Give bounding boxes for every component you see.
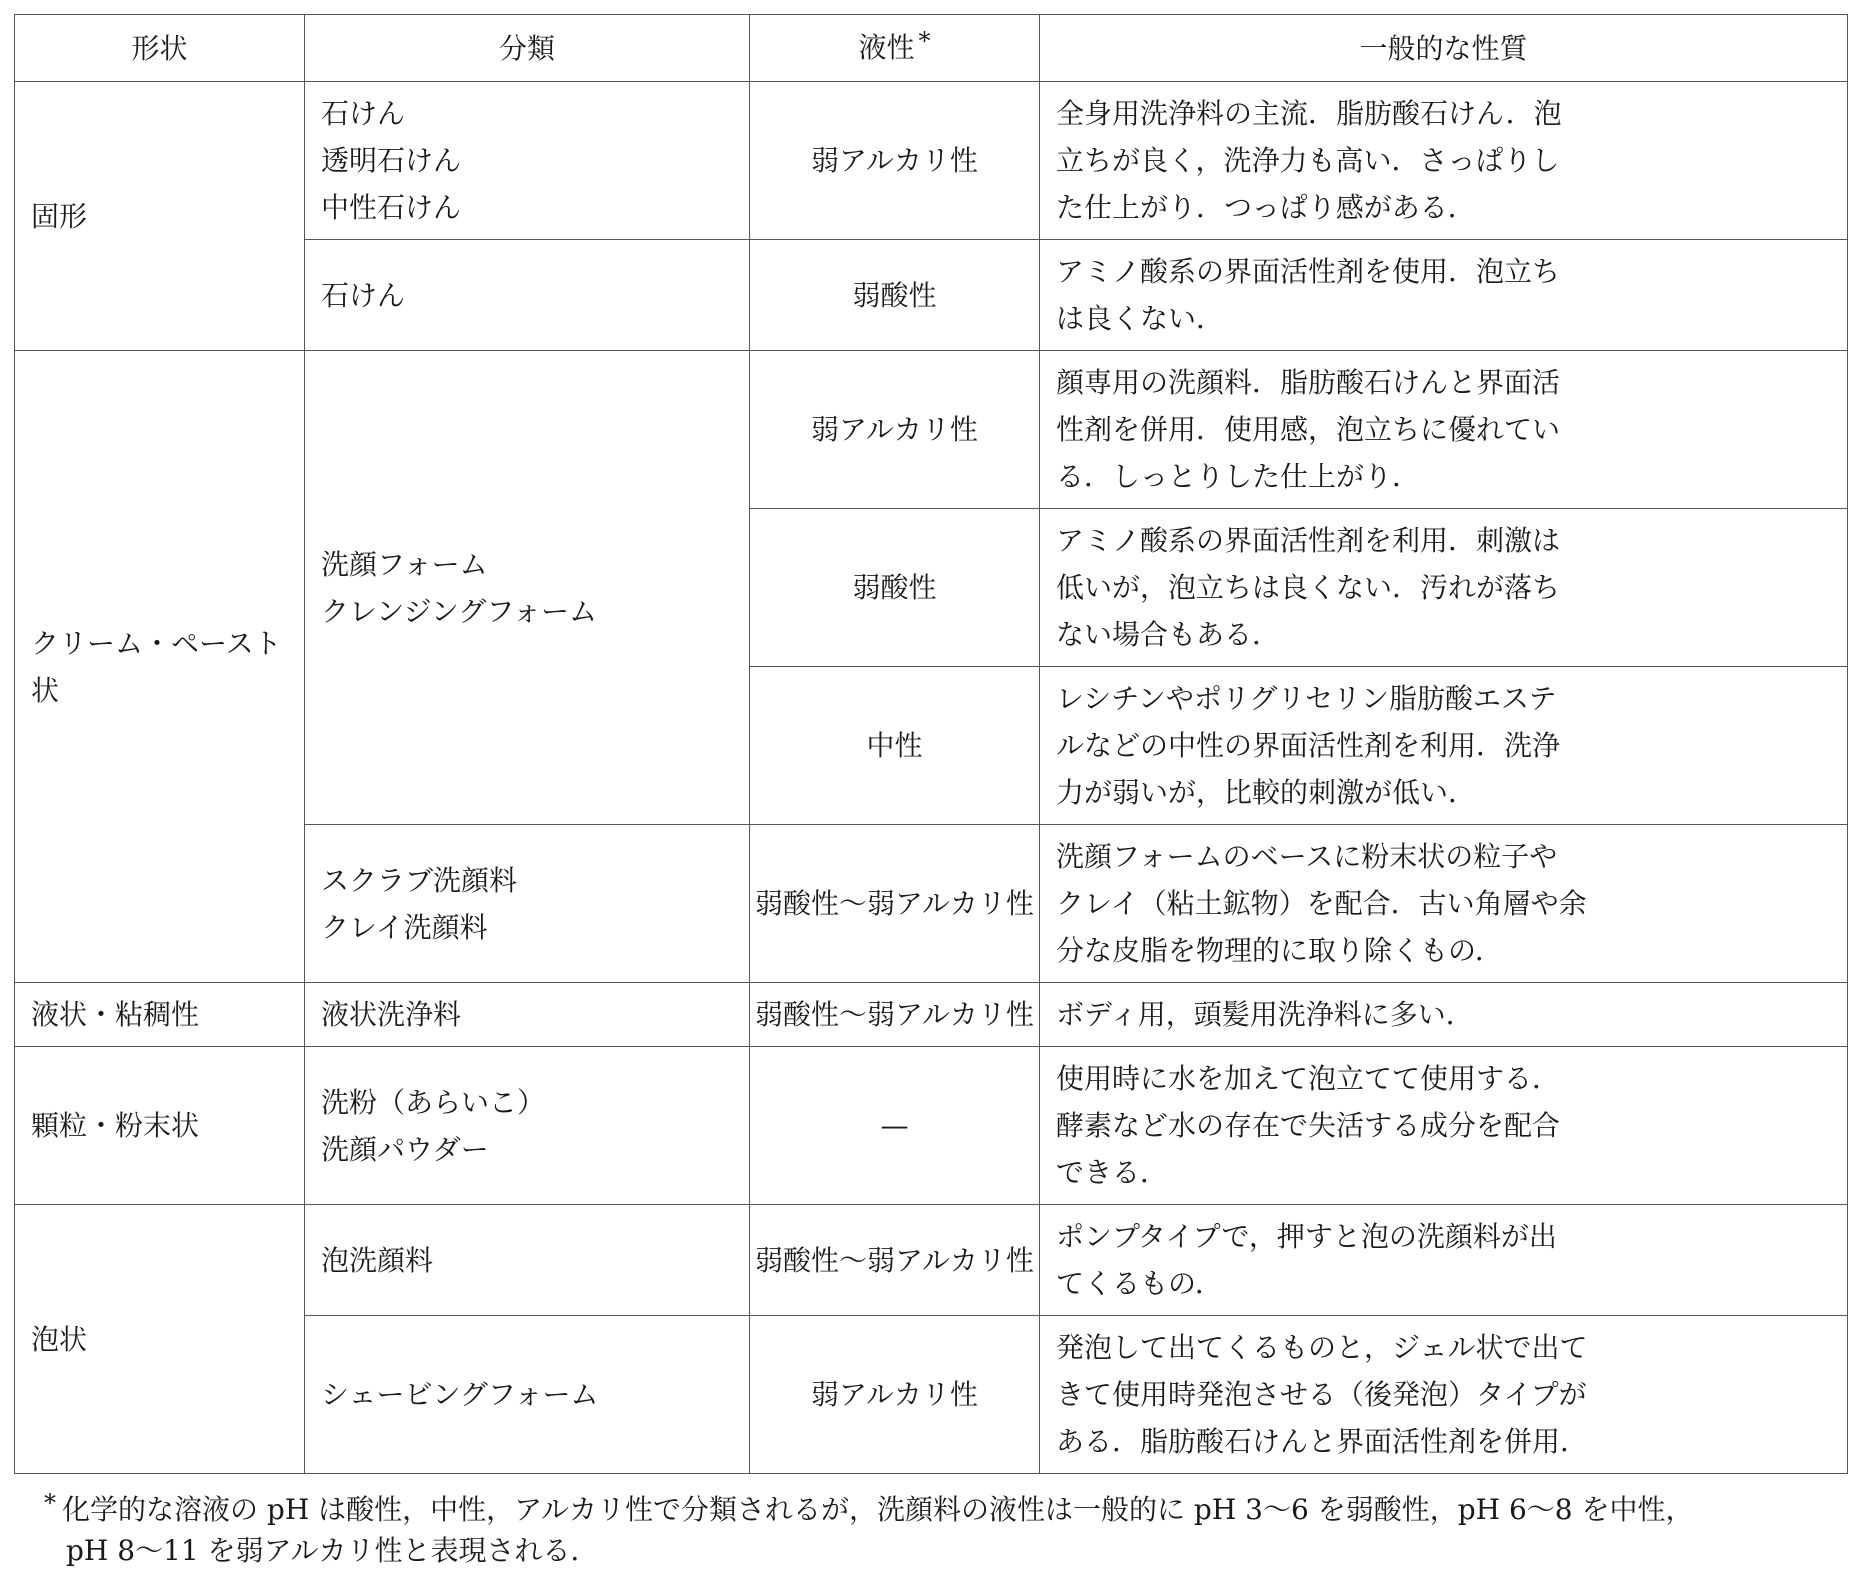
properties-line: 洗顔フォームのベースに粉末状の粒子や	[1056, 840, 1558, 873]
properties-line: 立ちが良く，洗浄力も高い．さっぱりし	[1056, 144, 1560, 177]
header-row	[15, 15, 1848, 82]
category-cell	[305, 825, 750, 983]
properties-cell	[1040, 1205, 1848, 1316]
properties-line: 発泡して出てくるものと，ジェル状で出て	[1056, 1331, 1588, 1364]
footnote-line: pH 8〜11 を弱アルカリ性と表現される．	[66, 1534, 599, 1567]
category-line: 洗顔パウダー	[321, 1132, 489, 1166]
footnote-mark: *	[918, 26, 931, 55]
ph-cell	[750, 82, 1040, 240]
header-shape-label: 形状	[131, 31, 188, 65]
category-cell	[305, 240, 750, 351]
category-line: クレイ洗顔料	[321, 910, 488, 944]
category-line: 洗顔フォーム	[321, 547, 488, 581]
shape-cell	[15, 82, 305, 351]
properties-cell	[1040, 82, 1848, 240]
table-row	[15, 1205, 1848, 1316]
footnote-mark: *	[44, 1489, 56, 1517]
properties-line: た仕上がり．つっぱり感がある．	[1056, 191, 1476, 224]
header-category-label: 分類	[498, 31, 555, 65]
category-cell	[305, 1316, 750, 1474]
ph-label: 弱酸性〜弱アルカリ性	[755, 1243, 1034, 1277]
category-cell	[305, 1047, 750, 1205]
shape-cell	[15, 1205, 305, 1474]
table-row	[15, 983, 1848, 1047]
properties-line: アミノ酸系の界面活性剤を利用．刺激は	[1056, 524, 1561, 557]
properties-cell	[1040, 240, 1848, 351]
shape-cell	[15, 351, 305, 983]
header-shape	[15, 15, 305, 82]
category-line: 石けん	[321, 97, 406, 130]
category-cell	[305, 351, 750, 825]
category-line: 液状洗浄料	[321, 998, 462, 1031]
category-cell	[305, 82, 750, 240]
properties-line: 使用時に水を加えて泡立てて使用する．	[1056, 1062, 1561, 1095]
properties-line: ルなどの中性の界面活性剤を利用．洗浄	[1056, 729, 1561, 762]
category-line: スクラブ洗顔料	[321, 863, 518, 897]
table-row	[15, 1047, 1848, 1205]
properties-line: る．しっとりした仕上がり．	[1056, 460, 1421, 493]
category-line: 石けん	[321, 278, 406, 312]
properties-line: てくるもの．	[1056, 1267, 1223, 1300]
properties-cell	[1040, 351, 1848, 509]
properties-cell	[1040, 509, 1848, 667]
properties-line: ポンプタイプで，押すと泡の洗顔料が出	[1056, 1220, 1557, 1253]
footnote-line: 化学的な溶液の pH は酸性，中性，アルカリ性で分類されるが，洗顔料の液性は一般的に pH 3〜6 を弱酸性，pH 6〜8 を中性，	[62, 1493, 1694, 1526]
properties-line: ボディ用，頭髪用洗浄料に多い．	[1056, 998, 1474, 1031]
properties-line: 力が弱いが，比較的刺激が低い．	[1056, 776, 1477, 809]
properties-line: ある．脂肪酸石けんと界面活性剤を併用．	[1056, 1425, 1589, 1458]
ph-cell	[750, 351, 1040, 509]
ph-label: —	[880, 1109, 909, 1142]
header-ph	[750, 15, 1040, 82]
ph-cell	[750, 1205, 1040, 1316]
ph-cell	[750, 1047, 1040, 1205]
shape-cell	[15, 1047, 305, 1205]
properties-cell	[1040, 1316, 1848, 1474]
properties-line: ない場合もある．	[1056, 618, 1281, 651]
shape-cell	[15, 983, 305, 1047]
properties-cell	[1040, 983, 1848, 1047]
ph-label: 弱アルカリ性	[811, 413, 978, 446]
properties-line: 全身用洗浄料の主流．脂肪酸石けん．泡	[1056, 97, 1562, 130]
properties-line: は良くない．	[1056, 302, 1225, 335]
ph-cell	[750, 983, 1040, 1047]
category-line: 透明石けん	[321, 144, 462, 177]
document	[14, 14, 1847, 1571]
properties-cell	[1040, 1047, 1848, 1205]
category-cell	[305, 983, 750, 1047]
header-properties-label: 一般的な性質	[1359, 31, 1528, 65]
ph-label: 弱酸性	[852, 278, 937, 312]
table-row	[15, 82, 1848, 240]
header-ph-label: 液性	[858, 30, 915, 64]
properties-line: 性剤を併用．使用感，泡立ちに優れてい	[1056, 413, 1561, 446]
ph-cell	[750, 1316, 1040, 1474]
properties-line: クレイ（粘土鉱物）を配合．古い角層や余	[1056, 887, 1587, 920]
properties-line: レシチンやポリグリセリン脂肪酸エステ	[1056, 682, 1557, 715]
category-line: シェービングフォーム	[321, 1378, 599, 1411]
ph-cell	[750, 825, 1040, 983]
category-cell	[305, 1205, 750, 1316]
table-row	[15, 351, 1848, 509]
ph-cell	[750, 240, 1040, 351]
header-properties	[1040, 15, 1848, 82]
properties-line: 低いが，泡立ちは良くない．汚れが落ち	[1056, 571, 1561, 604]
shape-label: 顆粒・粉末状	[31, 1109, 200, 1142]
header-category	[305, 15, 750, 82]
ph-label: 弱アルカリ性	[811, 144, 978, 177]
shape-label: 固形	[31, 199, 88, 233]
ph-label: 中性	[866, 729, 923, 762]
cleanser-table	[14, 14, 1848, 1474]
ph-cell	[750, 667, 1040, 825]
ph-label: 弱酸性	[852, 571, 937, 604]
category-line: クレンジングフォーム	[321, 594, 597, 628]
properties-cell	[1040, 825, 1848, 983]
ph-label: 弱アルカリ性	[811, 1378, 978, 1411]
ph-label: 弱酸性〜弱アルカリ性	[755, 887, 1034, 920]
properties-line: アミノ酸系の界面活性剤を使用．泡立ち	[1056, 255, 1561, 288]
category-line: 泡洗顔料	[321, 1243, 434, 1277]
ph-label: 弱酸性〜弱アルカリ性	[755, 998, 1034, 1031]
properties-line: きて使用時発泡させる（後発泡）タイプが	[1056, 1378, 1587, 1411]
shape-label: クリーム・ペースト状	[31, 626, 282, 707]
ph-cell	[750, 509, 1040, 667]
shape-label: 液状・粘稠性	[31, 998, 200, 1031]
footnote	[14, 1490, 1847, 1571]
category-line: 中性石けん	[321, 191, 462, 224]
properties-line: できる．	[1056, 1156, 1169, 1189]
shape-label: 泡状	[31, 1322, 88, 1356]
properties-line: 酵素など水の存在で失活する成分を配合	[1056, 1109, 1561, 1142]
properties-line: 顔専用の洗顔料．脂肪酸石けんと界面活	[1056, 366, 1561, 399]
properties-line: 分な皮脂を物理的に取り除くもの．	[1056, 934, 1503, 967]
category-line: 洗粉（あらいこ）	[321, 1085, 546, 1119]
properties-cell	[1040, 667, 1848, 825]
